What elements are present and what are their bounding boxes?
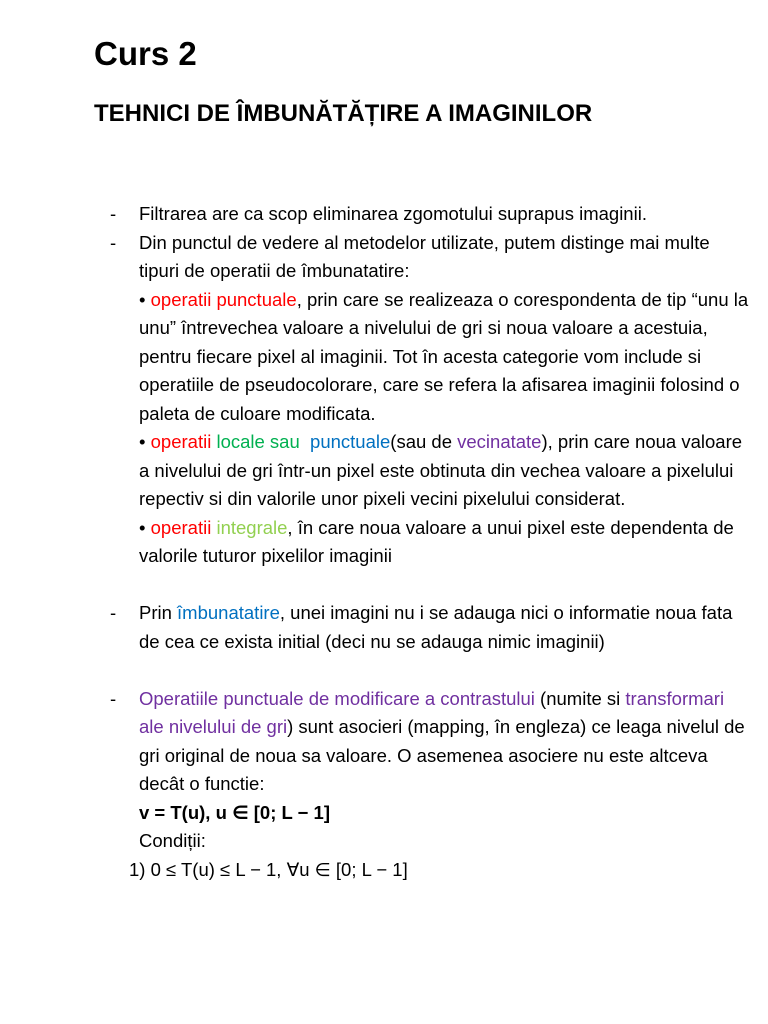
- list-item-enhancement: [110, 599, 750, 656]
- item-text: ) sunt asocieri (mapping, în engleza) ce leaga nivelul de gri original de noua sa valoare. O asemenea asociere nu este altceva decât o functie:: [139, 716, 745, 794]
- bullet-text-mid: (sau de: [390, 431, 458, 452]
- term-imbunatatire: îmbunatatire: [177, 602, 280, 623]
- term-transformari: transformari ale nivelului de gri: [139, 687, 725, 737]
- term-integrale: integrale: [216, 516, 288, 538]
- bullet-local-operations: [139, 428, 750, 514]
- bullet-text: , în care noua valoare a unui pixel este dependenta de valorile tuturor pixelilor imaginii: [139, 516, 734, 566]
- bullet-marker: •: [139, 288, 146, 310]
- dash-marker: -: [110, 602, 117, 623]
- bullet-marker: •: [139, 516, 146, 538]
- term-locale-sau: locale sau: [216, 431, 300, 452]
- conditions-label: Condiții:: [139, 830, 206, 851]
- bullet-integral-operations: [139, 514, 750, 571]
- bullet-point-operations: [139, 286, 750, 429]
- term-operatii: operatii: [150, 516, 212, 538]
- list-item-contrast: [110, 685, 750, 885]
- item-text: Filtrarea are ca scop eliminarea zgomotului suprapus imaginii.: [139, 203, 647, 224]
- item-intro: Din punctul de vedere al metodelor utilizate, putem distinge mai multe tipuri de operatii de îmbunatatire:: [139, 231, 710, 281]
- dash-marker: -: [110, 203, 117, 224]
- bullet-text: , prin care se realizeaza o corespondenta de tip “unu la unu” întrevechea valoare a nivelului de gri si noua valoare a acestuia, pentru fiecare pixel al imaginii. Tot în acesta categorie vom include si operatiile de pseudocolorare, care se refera la afisarea imaginii folosind o paleta de culoare modificata.: [139, 288, 749, 424]
- condition-1: 1) 0 ≤ T(u) ≤ L − 1, ∀u ∈ [0; L − 1]: [129, 858, 408, 880]
- dash-marker: -: [110, 687, 117, 709]
- item-text-pre: Prin: [139, 602, 178, 623]
- term-vecinatate: vecinatate: [457, 431, 542, 452]
- term-punctuale: punctuale: [310, 431, 391, 452]
- formula: v = T(u), u ∈ [0; L − 1]: [139, 801, 330, 823]
- list-item-filtering: [110, 200, 750, 229]
- dash-marker: -: [110, 231, 117, 253]
- term-operatii: operatii: [150, 431, 212, 452]
- bullet-marker: •: [139, 431, 146, 452]
- page-subtitle: TEHNICI DE ÎMBUNĂTĂȚIRE A IMAGINILOR: [94, 100, 593, 127]
- term-operatii-punctuale: operatii punctuale: [150, 288, 297, 310]
- document-body: [110, 200, 750, 884]
- list-item-operation-types: [110, 229, 750, 571]
- bullet-text: ), prin care noua valoare a nivelului de gri într-un pixel este obtinuta din vechea valoare a pixelului repectiv si din valorile unor pixeli vecini pixelului considerat.: [139, 431, 743, 509]
- page-title: Curs 2: [94, 35, 197, 72]
- item-text-mid: (numite si: [534, 687, 626, 709]
- item-text: , unei imagini nu i se adauga nici o informatie noua fata de cea ce exista initial (deci nu se adauga nimic imaginii): [139, 602, 733, 652]
- term-operatiile-punctuale: Operatiile punctuale de modificare a contrastului: [139, 687, 535, 709]
